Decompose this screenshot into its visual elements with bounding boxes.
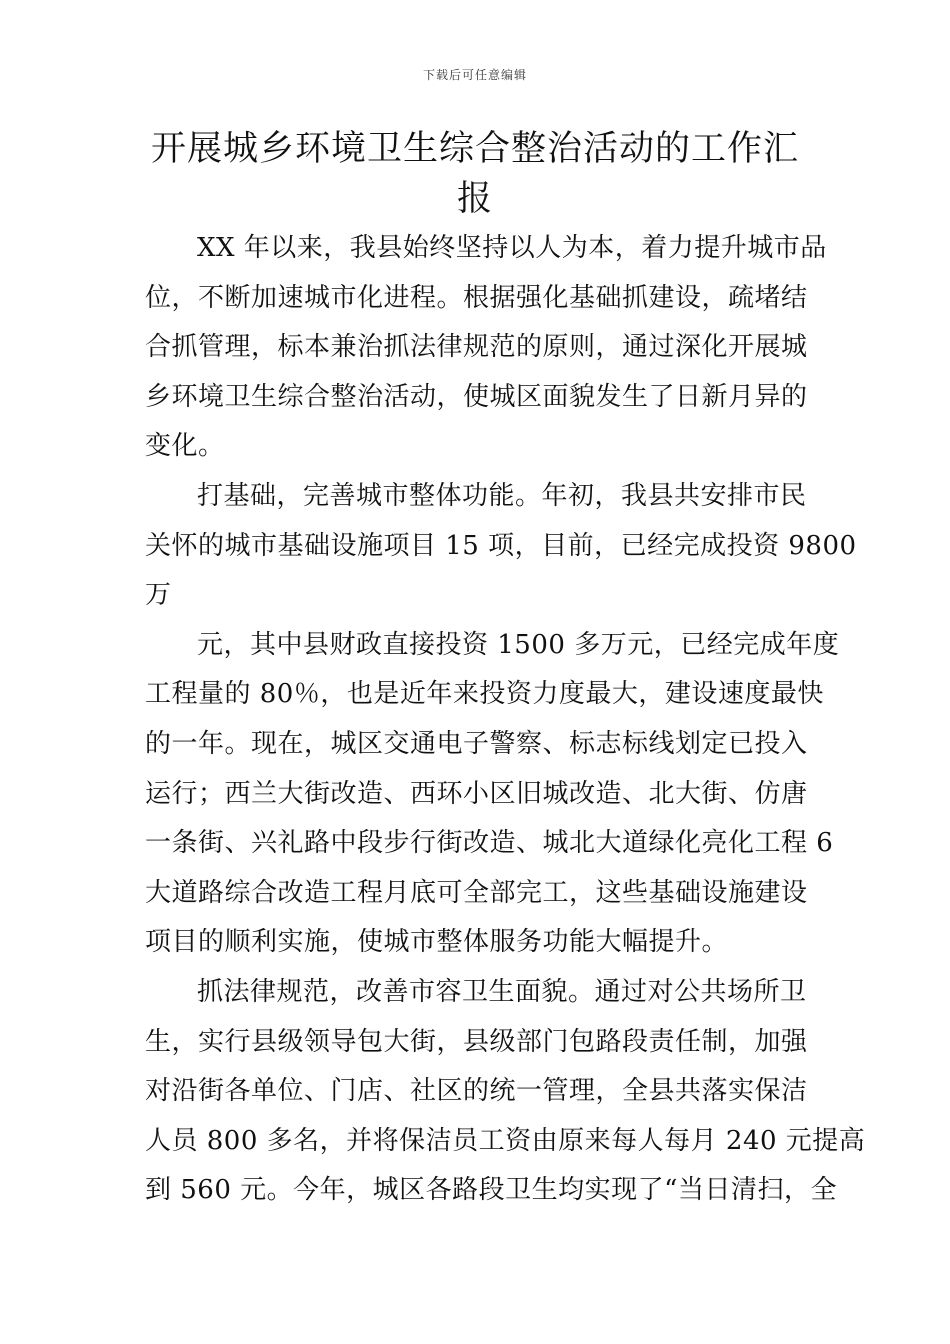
text-line: XX 年以来，我县始终坚持以人为本，着力提升城市品 (197, 233, 827, 263)
text-line: 大道路综合改造工程月底可全部完工，这些基础设施建设 (145, 877, 808, 908)
text-line: 一条街、兴礼路中段步行街改造、城北大道绿化亮化工程 6 (145, 828, 834, 859)
text-line: 到 560 元。今年，城区各路段卫生均实现了“当日清扫，全 (145, 1175, 837, 1206)
document-title (140, 124, 810, 224)
text-line: 变化。 (145, 431, 225, 462)
text-line: 对沿街各单位、门店、社区的统一管理，全县共落实保洁 (145, 1076, 808, 1107)
document-body (145, 224, 866, 1216)
title-line-1: 开展城乡环境卫生综合整治活动的工作汇 (150, 129, 799, 169)
text-line: 人员 800 多名，并将保洁员工资由原来每人每月 240 元提高 (145, 1125, 866, 1156)
header-note: 下载后可任意编辑 (422, 68, 527, 82)
text-line: 关怀的城市基础设施项目 15 项，目前，已经完成投资 9800 (145, 530, 857, 561)
text-line: 运行；西兰大街改造、西环小区旧城改造、北大街、仿唐 (145, 778, 808, 809)
text-line: 项目的顺利实施，使城市整体服务功能大幅提升。 (145, 927, 729, 958)
text-line: 生，实行县级领导包大街，县级部门包路段责任制，加强 (145, 1026, 808, 1057)
text-line: 工程量的 80％，也是近年来投资力度最大，建设速度最快 (145, 679, 824, 710)
text-line: 万 (145, 580, 172, 611)
text-line: 打基础，完善城市整体功能。年初，我县共安排市民 (197, 480, 807, 511)
text-line: 元，其中县财政直接投资 1500 多万元，已经完成年度 (197, 629, 840, 660)
text-line: 抓法律规范，改善市容卫生面貌。通过对公共场所卫 (197, 976, 807, 1007)
text-line: 合抓管理，标本兼治抓法律规范的原则，通过深化开展城 (145, 332, 808, 363)
text-line: 位，不断加速城市化进程。根据强化基础抓建设，疏堵结 (145, 282, 808, 313)
title-line-2: 报 (456, 179, 493, 219)
text-line: 乡环境卫生综合整治活动，使城区面貌发生了日新月异的 (145, 381, 808, 412)
text-line: 的一年。现在，城区交通电子警察、标志标线划定已投入 (145, 728, 808, 759)
